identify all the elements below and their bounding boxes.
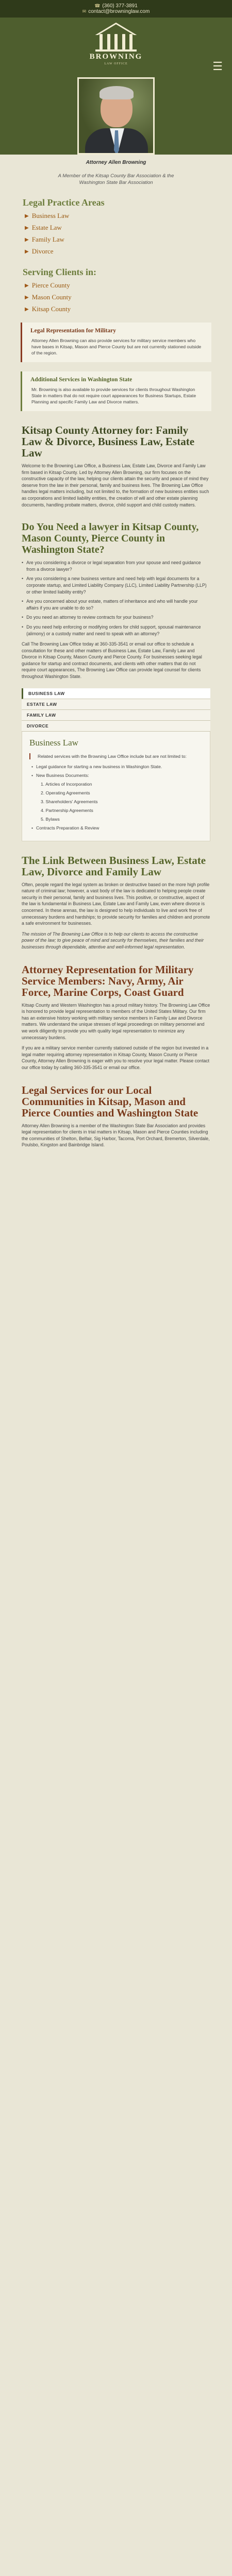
tab-panel-title: Business Law: [29, 737, 78, 748]
logo-roof: [95, 23, 137, 35]
serving-list: [0, 281, 232, 313]
list-item: • Are you considering a divorce or legal separation from your spouse and need guidance from a divorce lawyer?: [22, 560, 201, 572]
site-header: [0, 0, 232, 155]
serving-item-kitsap[interactable]: ▶ Kitsap County: [25, 305, 71, 313]
practice-item-business-law[interactable]: ▶ Business Law: [25, 212, 70, 219]
call-paragraph: Call The Browning Law Office today at 360-335-3541 or email our office to schedule a consultation for these and other matters of Business Law, Estate Law, Family Law and Divorce in Kitsap County, Mason County and Pierce County. For businesses seeking legal guidance for startup and contract documents, and clients with other matters that do not require court appearances, The Browning Law Office can provide legal counsel for clients throughout Washington State.: [22, 641, 202, 680]
link-heading: The Link Between Business Law, Estate Law, Divorce and Family Law: [22, 854, 206, 878]
chevron-right-icon: ▶: [25, 306, 29, 312]
statewide-callout-title: Additional Services in Washington State: [30, 377, 132, 383]
contact-bar: [0, 0, 232, 18]
list-item: • Do you need an attorney to review contracts for your business?: [22, 615, 154, 620]
list-item: • Do you need help enforcing or modifying orders for child support, spousal maintenance (alimony) or a custody matter and need to speak with an attorney?: [22, 624, 201, 636]
list-item: • Are you considering a new business venture and need help with legal documents for a corporate startup, and Limited Liability Company (LLC), Limited Liability Partnership (LLP) or other limited liability entity?: [22, 576, 207, 595]
practice-item-family-law[interactable]: ▶ Family Law: [25, 235, 64, 243]
serving-item-mason[interactable]: ▶ Mason County: [25, 293, 72, 301]
envelope-icon: ✉: [82, 9, 87, 14]
list-item: 1. Articles of Incorporation: [41, 781, 92, 787]
military-paragraph-1: Kitsap County and Western Washington has a proud military history. The Browning Law Office is honored to provide legal representation to members of the United States Military. Our firm has an extensive history working with military service members in Family Law and Divorce matters. We understand the unique stresses of legal proceedings on military personnel and we work diligently to provide you with quality legal representation to minimize any unnecessary burdens.: [22, 1002, 210, 1040]
practice-areas-list: [0, 212, 232, 256]
logo-brand: BROWNING: [89, 53, 143, 61]
phone-link[interactable]: [0, 3, 232, 9]
link-paragraph: Often, people regard the legal system as broken or destructive based on the more high profile nature of criminal law; however, a vast body of the law is dedicated to helping people create security in their personal, family and business lives. This positive, or constructive, aspect of the law is fundamental in Business Law, Estate Law and Family Law, even where divorce is concerned. In these arenas, the law is designed to help individuals to live and work free of unnecessary burdens and hardships; to provide security for families and children and promote a safe environment for businesses.: [22, 882, 210, 926]
military-callout-title: Legal Representation for Military: [30, 328, 116, 334]
hamburger-menu-icon[interactable]: ☰: [212, 60, 223, 73]
need-lawyer-heading: Do You Need a lawyer in Kitsap County, Mason County, Pierce County in Washington State?: [22, 521, 199, 556]
list-item: 4. Partnership Agreements: [41, 807, 93, 813]
portrait-caption-bar: [0, 155, 232, 165]
chevron-right-icon: ▶: [25, 236, 29, 243]
logo-columns: [100, 34, 132, 49]
site-logo[interactable]: [89, 23, 143, 74]
chevron-right-icon: ▶: [25, 294, 29, 300]
practice-item-estate-law[interactable]: ▶ Estate Law: [25, 224, 62, 231]
welcome-paragraph: Welcome to the Browning Law Office, a Business Law, Estate Law, Divorce and Family Law firm based in Kitsap County. Led by Attorney Allen Browning, our firm focuses on the constructive capacity of the law, helping our clients attain the security and peace of mind they deserve from the law in their personal, family and business lives. The Browning Law Office handles legal matters including, but not limited to, the formation of new business entities such as corporations and limited liability entities, the creation of will and other estate planning documents, handling probate matters, divorce, child support and child custody matters.: [22, 463, 209, 507]
military-callout-text: Attorney Allen Browning can also provide services for military service members who have bases in Kitsap, Mason and Pierce County but are not currently stationed outside of the region.: [31, 338, 202, 355]
local-heading: Legal Services for our Local Communities in Kitsap, Mason and Pierce Counties and Washington State: [22, 1083, 198, 1119]
statewide-callout: [21, 371, 211, 411]
list-item: • Contracts Preparation & Review: [31, 825, 100, 831]
logo-tagline: LAW OFFICE: [104, 62, 128, 65]
email-link[interactable]: [0, 9, 232, 14]
tab-estate-law[interactable]: ESTATE LAW: [22, 699, 210, 710]
phone-text: (360) 377-3891: [102, 3, 138, 9]
list-item: 2. Operating Agreements: [41, 790, 90, 795]
tab-panel-intro: Related services with the Browning Law Office include but are not limited to:: [29, 753, 203, 759]
list-item: 5. Bylaws: [41, 816, 60, 822]
tab-panel-business-law: [22, 732, 210, 841]
need-lawyer-list: [22, 560, 210, 637]
email-text: contact@browninglaw.com: [88, 9, 150, 14]
tab-panel-list: [29, 764, 203, 831]
serving-item-pierce[interactable]: ▶ Pierce County: [25, 281, 70, 289]
membership-text: A Member of the Kitsap County Bar Association & the Washington State Bar Association: [58, 173, 174, 185]
military-heading: Attorney Representation for Military Service Members: Navy, Army, Air Force, Marine Corps, Coast Guard: [22, 963, 194, 998]
statewide-callout-text: Mr. Browning is also available to provide services for clients throughout Washington State in matters that do not require court appearances for Business Startups, Estate Planning and specific Family Law and Divorce matters.: [31, 387, 196, 404]
chevron-right-icon: ▶: [25, 248, 29, 255]
logo-base: [95, 49, 137, 52]
phone-icon: ☎: [94, 3, 101, 8]
portrait-caption: Attorney Allen Browning: [86, 160, 146, 165]
local-paragraph: Attorney Allen Browning is a member of the Washington State Bar Association and provides legal representation for clients in trial matters in Kitsap, Mason and Pierce Counties including the communities of Shelton, Belfair, Sig Harbor, Tacoma, Port Orchard, Bremerton, Silverdale, Poulsbo, Kingston and Bainbridge Island.: [22, 1123, 210, 1148]
list-item: • Legal guidance for starting a new business in Washington State.: [31, 764, 162, 769]
chevron-right-icon: ▶: [25, 225, 29, 231]
chevron-right-icon: ▶: [25, 213, 29, 219]
list-item: • Are you concerned about your estate, matters of inheritance and who will handle your affairs if you are unable to do so?: [22, 599, 198, 611]
page-title: Kitsap County Attorney for: Family Law & Divorce, Business Law, Estate Law: [22, 424, 195, 459]
military-paragraph-2: If you are a military service member currently stationed outside of the region but invested in a legal matter requiring attorney representation in Kitsap County, Mason County or Pierce County, Attorney Allen Browning is eager with you to resolve your legal matter. Please contact our office today by calling 360-335-3541 or email our office.: [22, 1045, 210, 1070]
list-item: 3. Shareholders' Agreements: [41, 799, 98, 804]
chevron-right-icon: ▶: [25, 282, 29, 289]
list-item: • New Business Documents:: [31, 772, 89, 778]
practice-tabs: [22, 688, 210, 732]
tab-family-law[interactable]: FAMILY LAW: [22, 710, 210, 721]
serving-heading: Serving Clients in:: [23, 267, 97, 277]
tab-divorce[interactable]: DIVORCE: [22, 721, 210, 732]
attorney-portrait: [77, 77, 155, 155]
link-section: [0, 855, 232, 1148]
practice-areas-heading: Legal Practice Areas: [23, 197, 105, 208]
mission-paragraph: The mission of The Browning Law Office is to help our clients to access the constructive power of the law; to give peace of mind and security for themselves, their families and their businesses through dependable, attentive and well-informed legal representation.: [22, 931, 204, 950]
main-content: [0, 425, 232, 680]
military-callout: [21, 323, 211, 362]
tab-business-law[interactable]: BUSINESS LAW: [22, 688, 210, 699]
practice-item-divorce[interactable]: ▶ Divorce: [25, 247, 54, 255]
